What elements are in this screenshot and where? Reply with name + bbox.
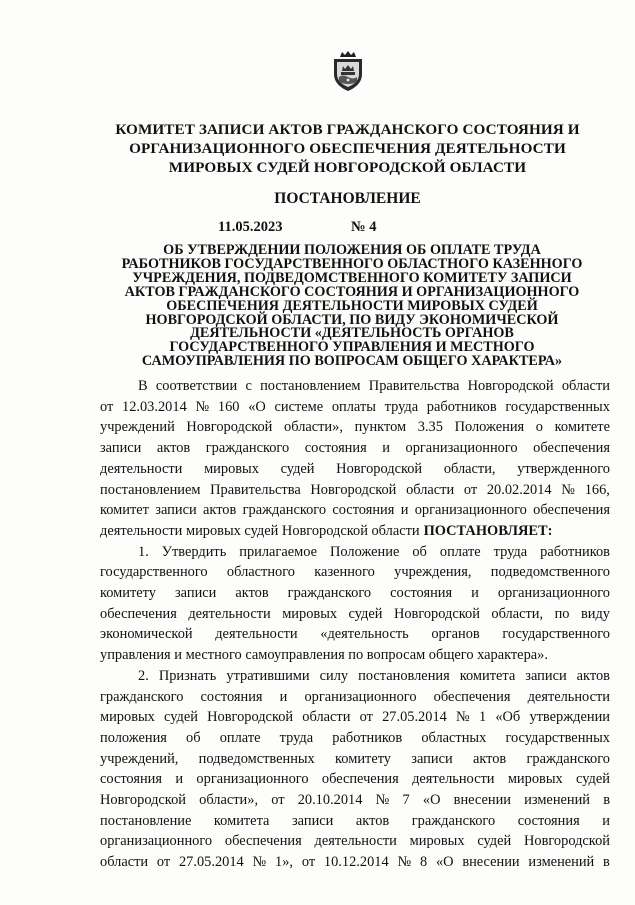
word: государственного: [502, 626, 610, 643]
word: обеспечения: [100, 605, 177, 622]
word: государственных: [505, 729, 610, 746]
word: «О: [248, 398, 266, 415]
word: обеспечения: [533, 502, 610, 519]
word: и: [400, 502, 409, 519]
document-date: 11.05.2023: [218, 219, 283, 235]
word: комитет: [100, 502, 149, 519]
word: виду: [580, 605, 610, 622]
word: 2.: [138, 667, 149, 684]
word: 3.35: [417, 419, 443, 436]
word: гражданского: [287, 585, 372, 602]
word: «деятельность: [320, 626, 409, 643]
word: области: [100, 854, 149, 871]
word: Новгородской: [336, 460, 423, 477]
title-line: ОБ УТВЕРЖДЕНИИ ПОЛОЖЕНИЯ ОБ ОПЛАТЕ ТРУДА: [163, 242, 541, 258]
title-line: ОБЕСПЕЧЕНИЯ ДЕЯТЕЛЬНОСТИ МИРОВЫХ СУДЕЙ: [166, 297, 538, 314]
word: области,: [443, 460, 496, 477]
word: по: [554, 605, 570, 622]
word: №: [456, 709, 470, 726]
word: работников: [540, 543, 610, 560]
document-body: [100, 376, 610, 873]
word: гражданского: [242, 502, 327, 519]
word: мировых: [507, 771, 563, 788]
word: утвержденного: [517, 460, 610, 477]
body-line: [100, 790, 610, 811]
word: и: [602, 812, 610, 829]
word: обеспечения: [533, 440, 610, 457]
word: области: [406, 481, 455, 498]
word: оплате: [439, 543, 481, 560]
word: «О: [435, 854, 454, 871]
word: 27.05.2014: [382, 709, 447, 726]
word: от: [301, 854, 316, 871]
body-line: [100, 459, 610, 480]
committee-name-line: ОРГАНИЗАЦИОННОГО ОБЕСПЕЧЕНИЯ ДЕЯТЕЛЬНОСТИ: [129, 140, 566, 157]
word: от: [100, 398, 114, 415]
title-line: АКТОВ ГРАЖДАНСКОГО СОСТОЯНИЯ И ОРГАНИЗАЦИОННОГО: [124, 283, 580, 300]
word: записи: [291, 812, 334, 829]
word: работников: [426, 398, 497, 415]
word: деятельности: [100, 460, 183, 477]
word: записи: [155, 502, 197, 519]
word: от: [463, 481, 478, 498]
word: труда: [279, 729, 314, 746]
word: актов: [156, 440, 191, 457]
novgorod-coat-of-arms-icon: [331, 50, 365, 92]
word: судей: [477, 833, 512, 850]
word: постановлением: [100, 481, 201, 498]
word: системе: [274, 398, 324, 415]
body-line: [100, 480, 610, 501]
word: записи: [100, 440, 142, 457]
word: труда: [384, 398, 419, 415]
body-line: [100, 707, 610, 728]
word: и: [175, 771, 184, 788]
body-line: [100, 521, 610, 542]
word: области: [302, 709, 351, 726]
word: Новгородской: [393, 605, 480, 622]
word: №: [375, 792, 390, 809]
word: 160: [217, 398, 240, 415]
word: состояния: [332, 502, 395, 519]
word: подведомственных: [198, 750, 315, 767]
body-line: [100, 831, 610, 852]
word: области»,: [284, 419, 343, 436]
title-line: САМОУПРАВЛЕНИЯ ПО ВОПРОСАМ ОБЩЕГО ХАРАКТЕРА»: [141, 353, 563, 370]
word: №: [195, 398, 210, 415]
word: обеспечения: [321, 771, 399, 788]
word: о: [535, 419, 543, 436]
word: пунктом: [354, 419, 407, 436]
title-line: РАБОТНИКОВ ГОСУДАРСТВЕННОГО ОБЛАСТНОГО КАЗЕННОГО: [121, 255, 583, 272]
word: мировых: [204, 460, 259, 477]
word: внесении: [462, 854, 520, 871]
word: Утвердить: [161, 543, 227, 560]
body-line: [100, 645, 610, 666]
word: утратившими: [226, 667, 310, 684]
word: судей: [164, 709, 198, 726]
word: №: [397, 854, 412, 871]
body-line: [100, 542, 610, 563]
word: утверждении: [529, 709, 610, 726]
word: 8: [419, 854, 428, 871]
word: изменений: [524, 792, 591, 809]
word: записи: [525, 667, 567, 684]
word: соответствии: [155, 378, 238, 394]
body-line: [100, 417, 610, 438]
word: об: [186, 729, 201, 746]
word: экономической: [100, 626, 193, 643]
word: области,: [491, 605, 544, 622]
word: органов: [431, 626, 480, 643]
word: Новгородской: [100, 792, 186, 809]
preamble-paragraph: [100, 376, 610, 542]
body-line: [100, 852, 610, 873]
word: обеспечения: [224, 833, 302, 850]
title-line: УЧРЕЖДЕНИЯ, ПОДВЕДОМСТВЕННОГО КОМИТЕТУ ЗАПИСИ: [132, 269, 572, 286]
word: от: [359, 709, 373, 726]
word: государственных: [505, 398, 610, 415]
word: Новгородской: [524, 833, 610, 850]
word: судей: [576, 771, 610, 788]
body-line: [100, 769, 610, 790]
word: мировых: [282, 605, 338, 622]
word: комитету: [335, 750, 392, 767]
word: области»,: [199, 792, 259, 809]
word: В: [138, 378, 148, 394]
body-line: [100, 500, 610, 521]
word: организационного: [304, 688, 417, 705]
word: актов: [355, 812, 390, 829]
resolves-word: ПОСТАНОВЛЯЕТ:: [423, 522, 553, 539]
word: с: [245, 378, 252, 394]
word: обеспечения: [433, 688, 511, 705]
word: 166,: [584, 481, 610, 498]
word: учреждения,: [394, 564, 472, 581]
word: записи: [174, 585, 217, 602]
body-line-text: управления и местного самоуправления по вопросам общего характера».: [100, 647, 548, 664]
word: комитета: [459, 667, 516, 684]
word: 1»,: [275, 854, 294, 871]
word: «Об: [495, 709, 521, 726]
word: судей: [348, 605, 383, 622]
word: Новгородской: [310, 481, 397, 498]
word: работников: [332, 729, 403, 746]
word: учреждений: [100, 419, 175, 436]
word: оплате: [219, 729, 261, 746]
word: деятельности: [215, 626, 298, 643]
word: деятельности: [314, 833, 397, 850]
word: и: [471, 585, 479, 602]
word: мировых: [100, 709, 155, 726]
word: Признать: [158, 667, 217, 684]
word: гражданского: [526, 750, 610, 767]
word: областных: [421, 729, 487, 746]
document-title: [92, 244, 612, 369]
word: комитете: [554, 419, 610, 436]
committee-name-line: КОМИТЕТ ЗАПИСИ АКТОВ ГРАЖДАНСКОГО СОСТОЯНИЯ И: [115, 121, 580, 138]
word: 1: [478, 709, 487, 726]
word: №: [561, 481, 576, 498]
title-line: ГОСУДАРСТВЕННОГО УПРАВЛЕНИЯ И МЕСТНОГО: [169, 339, 535, 356]
word: постановления: [358, 667, 450, 684]
body-line: [100, 687, 610, 708]
word: деятельности: [188, 605, 271, 622]
word: труда: [493, 543, 528, 560]
word: Положения: [454, 419, 525, 436]
item-1-paragraph: [100, 542, 610, 666]
word: организационного: [414, 502, 527, 519]
word: в: [603, 854, 610, 871]
word: 27.05.2014: [178, 854, 244, 871]
body-line: [100, 438, 610, 459]
word: гражданского: [411, 812, 496, 829]
word: подведомственного: [490, 564, 610, 581]
word: состояния: [100, 771, 162, 788]
word: организационного: [100, 833, 213, 850]
word: силу: [319, 667, 349, 684]
word: Новгородской: [207, 709, 294, 726]
body-line: [100, 604, 610, 625]
word: записи: [411, 750, 453, 767]
word: государственного: [100, 564, 208, 581]
word: актов: [203, 502, 237, 519]
word: комитета: [213, 812, 270, 829]
word: организационного: [405, 440, 518, 457]
word: 7: [402, 792, 410, 809]
word: актов: [576, 667, 610, 684]
word: внесении: [453, 792, 511, 809]
word: «О: [422, 792, 441, 809]
body-line: [100, 562, 610, 583]
word: области: [561, 378, 610, 394]
word: комитету: [100, 585, 156, 602]
word: прилагаемое: [239, 543, 317, 560]
title-line: ДЕЯТЕЛЬНОСТИ «ДЕЯТЕЛЬНОСТЬ ОРГАНОВ: [190, 325, 514, 342]
word: постановлением: [260, 378, 361, 394]
word: мировых: [409, 833, 465, 850]
word: Правительства: [368, 378, 460, 394]
committee-name: [60, 120, 635, 177]
item-2-paragraph: [100, 666, 610, 873]
word: судей: [280, 460, 315, 477]
word: областного: [226, 564, 295, 581]
word: учреждений,: [100, 750, 179, 767]
body-line: [100, 728, 610, 749]
word: актов: [472, 750, 507, 767]
word: гражданского: [205, 440, 290, 457]
word: от: [271, 792, 285, 809]
word: положения: [100, 729, 167, 746]
document-type: ПОСТАНОВЛЕНИЕ: [274, 190, 421, 207]
word: 12.03.2014: [122, 398, 187, 415]
body-line: [100, 397, 610, 418]
body-line: [100, 583, 610, 604]
word: постановление: [100, 812, 192, 829]
body-line: [100, 749, 610, 770]
word: оплаты: [331, 398, 376, 415]
word: в: [603, 792, 610, 809]
word: актов: [235, 585, 269, 602]
word: изменений: [528, 854, 595, 871]
word: об: [412, 543, 427, 560]
word: 10.12.2014: [323, 854, 389, 871]
body-line: [100, 811, 610, 832]
word: Положение: [329, 543, 400, 560]
word: организационного: [196, 771, 309, 788]
document-number: № 4: [351, 219, 377, 235]
word: деятельности: [527, 688, 610, 705]
title-line: НОВГОРОДСКОЙ ОБЛАСТИ, ПО ВИДУ ЭКОНОМИЧЕСКОЙ: [145, 311, 559, 328]
committee-name-line: МИРОВЫХ СУДЕЙ НОВГОРОДСКОЙ ОБЛАСТИ: [168, 159, 527, 176]
body-line-text: деятельности мировых судей Новгородской области: [100, 522, 420, 539]
word: состояния: [517, 812, 580, 829]
word: Правительства: [210, 481, 301, 498]
word: Новгородской: [186, 419, 273, 436]
word: состояния: [304, 440, 367, 457]
word: казенного: [314, 564, 375, 581]
word: 20.10.2014: [297, 792, 363, 809]
word: состояния: [390, 585, 453, 602]
word: 20.02.2014: [486, 481, 552, 498]
word: от: [156, 854, 171, 871]
body-line: [100, 666, 610, 687]
word: гражданского: [100, 688, 184, 705]
word: и: [382, 440, 390, 457]
body-line: [100, 376, 610, 397]
word: состояния: [200, 688, 263, 705]
word: Новгородской: [467, 378, 554, 394]
word: деятельности: [412, 771, 495, 788]
body-line: [100, 624, 610, 645]
word: организационного: [497, 585, 610, 602]
word: №: [252, 854, 267, 871]
word: 1.: [138, 543, 149, 560]
word: и: [279, 688, 288, 705]
